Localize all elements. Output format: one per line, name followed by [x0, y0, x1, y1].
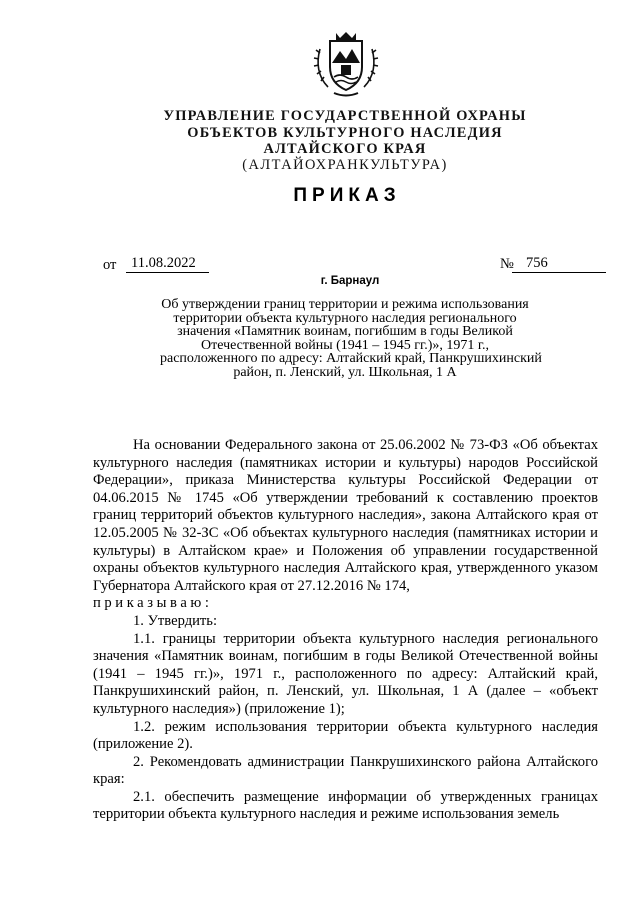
subject-line: район, п. Ленский, ул. Школьная, 1 А: [233, 364, 457, 380]
org-name-line-1: УПРАВЛЕНИЕ ГОСУДАРСТВЕННОЙ ОХРАНЫ: [163, 108, 527, 124]
item-2: 2. Рекомендовать администрации Панкрушихинского района Алтайского края:: [93, 753, 598, 788]
item-1-1: 1.1. границы территории объекта культурного наследия регионального значения «Памятник воинам, погибшим в годы Великой Отечественной войны (1941 – 1945 гг.)», 1971 г., расположенного по адресу: Алтайский край, Панкрушихинский район, п. Ленский, ул. Школьная, 1 А (далее – «объект культурного наследия») (приложение 1);: [93, 630, 598, 717]
order-word: приказываю:: [93, 595, 213, 612]
item-1-2: 1.2. режим использования территории объекта культурного наследия (приложение 2).: [93, 718, 598, 753]
order-body: [93, 437, 598, 824]
document-type-title: ПРИКАЗ: [293, 185, 401, 206]
coat-of-arms-emblem: [310, 27, 382, 99]
subject-line: значения «Памятник воинам, погибшим в годы Великой: [177, 324, 513, 340]
org-name-line-3: АЛТАЙСКОГО КРАЯ: [263, 141, 427, 157]
order-date: 11.08.2022: [126, 255, 209, 273]
city-name: г. Барнаул: [320, 275, 380, 287]
subject-line: Об утверждении границ территории и режима использования: [161, 297, 529, 312]
order-subject: [160, 297, 542, 380]
preamble-paragraph: На основании Федерального закона от 25.06.2002 № 73-ФЗ «Об объектах культурного наследия (памятниках истории и культуры) народов Российской Федерации», приказа Министерства культуры Российской Федерации от 04.06.2015 № 1745 «Об утверждении требований к составлению проектов границ территорий объектов культурного наследия», закона Алтайского края от 12.05.2005 № 32-ЗС «Об объектах культурного наследия (памятниках истории и культуры) в Алтайском крае» и Положения об управлении государственной охраны объектов культурного наследия Алтайского края, утвержденного указом Губернатора Алтайского края от 27.12.2016 № 174,: [93, 437, 598, 594]
subject-line: Отечественной войны (1941 – 1945 гг.)», 1971 г.,: [200, 337, 490, 353]
number-label: №: [500, 256, 514, 272]
org-abbreviation: (АЛТАЙОХРАНКУЛЬТУРА): [242, 157, 448, 173]
item-1: 1. Утвердить:: [133, 612, 218, 629]
org-name-line-2: ОБЪЕКТОВ КУЛЬТУРНОГО НАСЛЕДИЯ: [187, 125, 503, 141]
item-2-1: 2.1. обеспечить размещение информации об утвержденных границах территории объекта культурного наследия и режиме использования земель: [93, 788, 598, 823]
subject-line: расположенного по адресу: Алтайский край, Панкрушихинский: [160, 351, 542, 367]
date-label: от: [103, 257, 117, 273]
subject-line: территории объекта культурного наследия регионального: [173, 310, 517, 326]
order-number: 756: [512, 255, 606, 273]
